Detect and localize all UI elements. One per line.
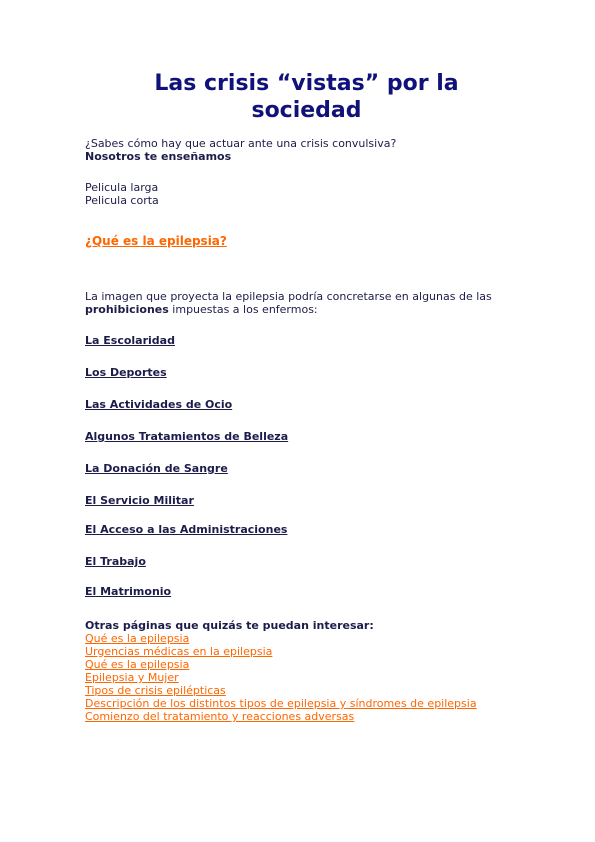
paragraph-bold: prohibiciones <box>85 303 169 316</box>
topic-link-deportes[interactable]: Los Deportes <box>85 366 167 379</box>
paragraph-text-before: La imagen que proyecta la epilepsia podría concretarse en algunas de las <box>85 290 492 303</box>
related-pages-links <box>85 632 525 723</box>
film-short-link[interactable]: Pelicula corta <box>85 194 159 207</box>
related-pages-heading: Otras páginas que quizás te puedan interesar: <box>85 619 374 632</box>
topic-link-servicio-militar[interactable]: El Servicio Militar <box>85 494 194 507</box>
intro <box>85 137 525 163</box>
topic-link-matrimonio[interactable]: El Matrimonio <box>85 585 172 598</box>
related-link-que-es[interactable]: Qué es la epilepsia <box>85 632 190 645</box>
intro-question: ¿Sabes cómo hay que actuar ante una crisis convulsiva? <box>85 137 397 150</box>
topic-link-administraciones[interactable]: El Acceso a las Administraciones <box>85 523 288 536</box>
related-link-tipos-crisis[interactable]: Tipos de crisis epilépticas <box>85 684 226 697</box>
topic-link-donacion-sangre[interactable]: La Donación de Sangre <box>85 462 228 475</box>
topic-link-escolaridad[interactable]: La Escolaridad <box>85 334 175 347</box>
film-list <box>85 181 159 207</box>
related-link-descripcion[interactable]: Descripción de los distintos tipos de epilepsia y síndromes de epilepsia <box>85 697 477 710</box>
paragraph-text-after: impuestas a los enfermos: <box>168 303 318 316</box>
topic-link-ocio[interactable]: Las Actividades de Ocio <box>85 398 233 411</box>
related-link-tratamiento[interactable]: Comienzo del tratamiento y reacciones adversas <box>85 710 355 723</box>
topic-link-trabajo[interactable]: El Trabajo <box>85 555 146 568</box>
related-link-urgencias[interactable]: Urgencias médicas en la epilepsia <box>85 645 273 658</box>
film-long-link[interactable]: Pelicula larga <box>85 181 159 194</box>
what-is-epilepsy-link[interactable]: ¿Qué es la epilepsia? <box>85 234 227 248</box>
page-title: Las crisis “vistas” por la sociedad <box>154 71 459 123</box>
related-link-mujer[interactable]: Epilepsia y Mujer <box>85 671 179 684</box>
intro-paragraph <box>85 290 525 316</box>
related-link-que-es-2[interactable]: Qué es la epilepsia <box>85 658 190 671</box>
related-pages <box>85 619 525 723</box>
intro-teach: Nosotros te enseñamos <box>85 150 232 163</box>
topic-link-belleza[interactable]: Algunos Tratamientos de Belleza <box>85 430 289 443</box>
